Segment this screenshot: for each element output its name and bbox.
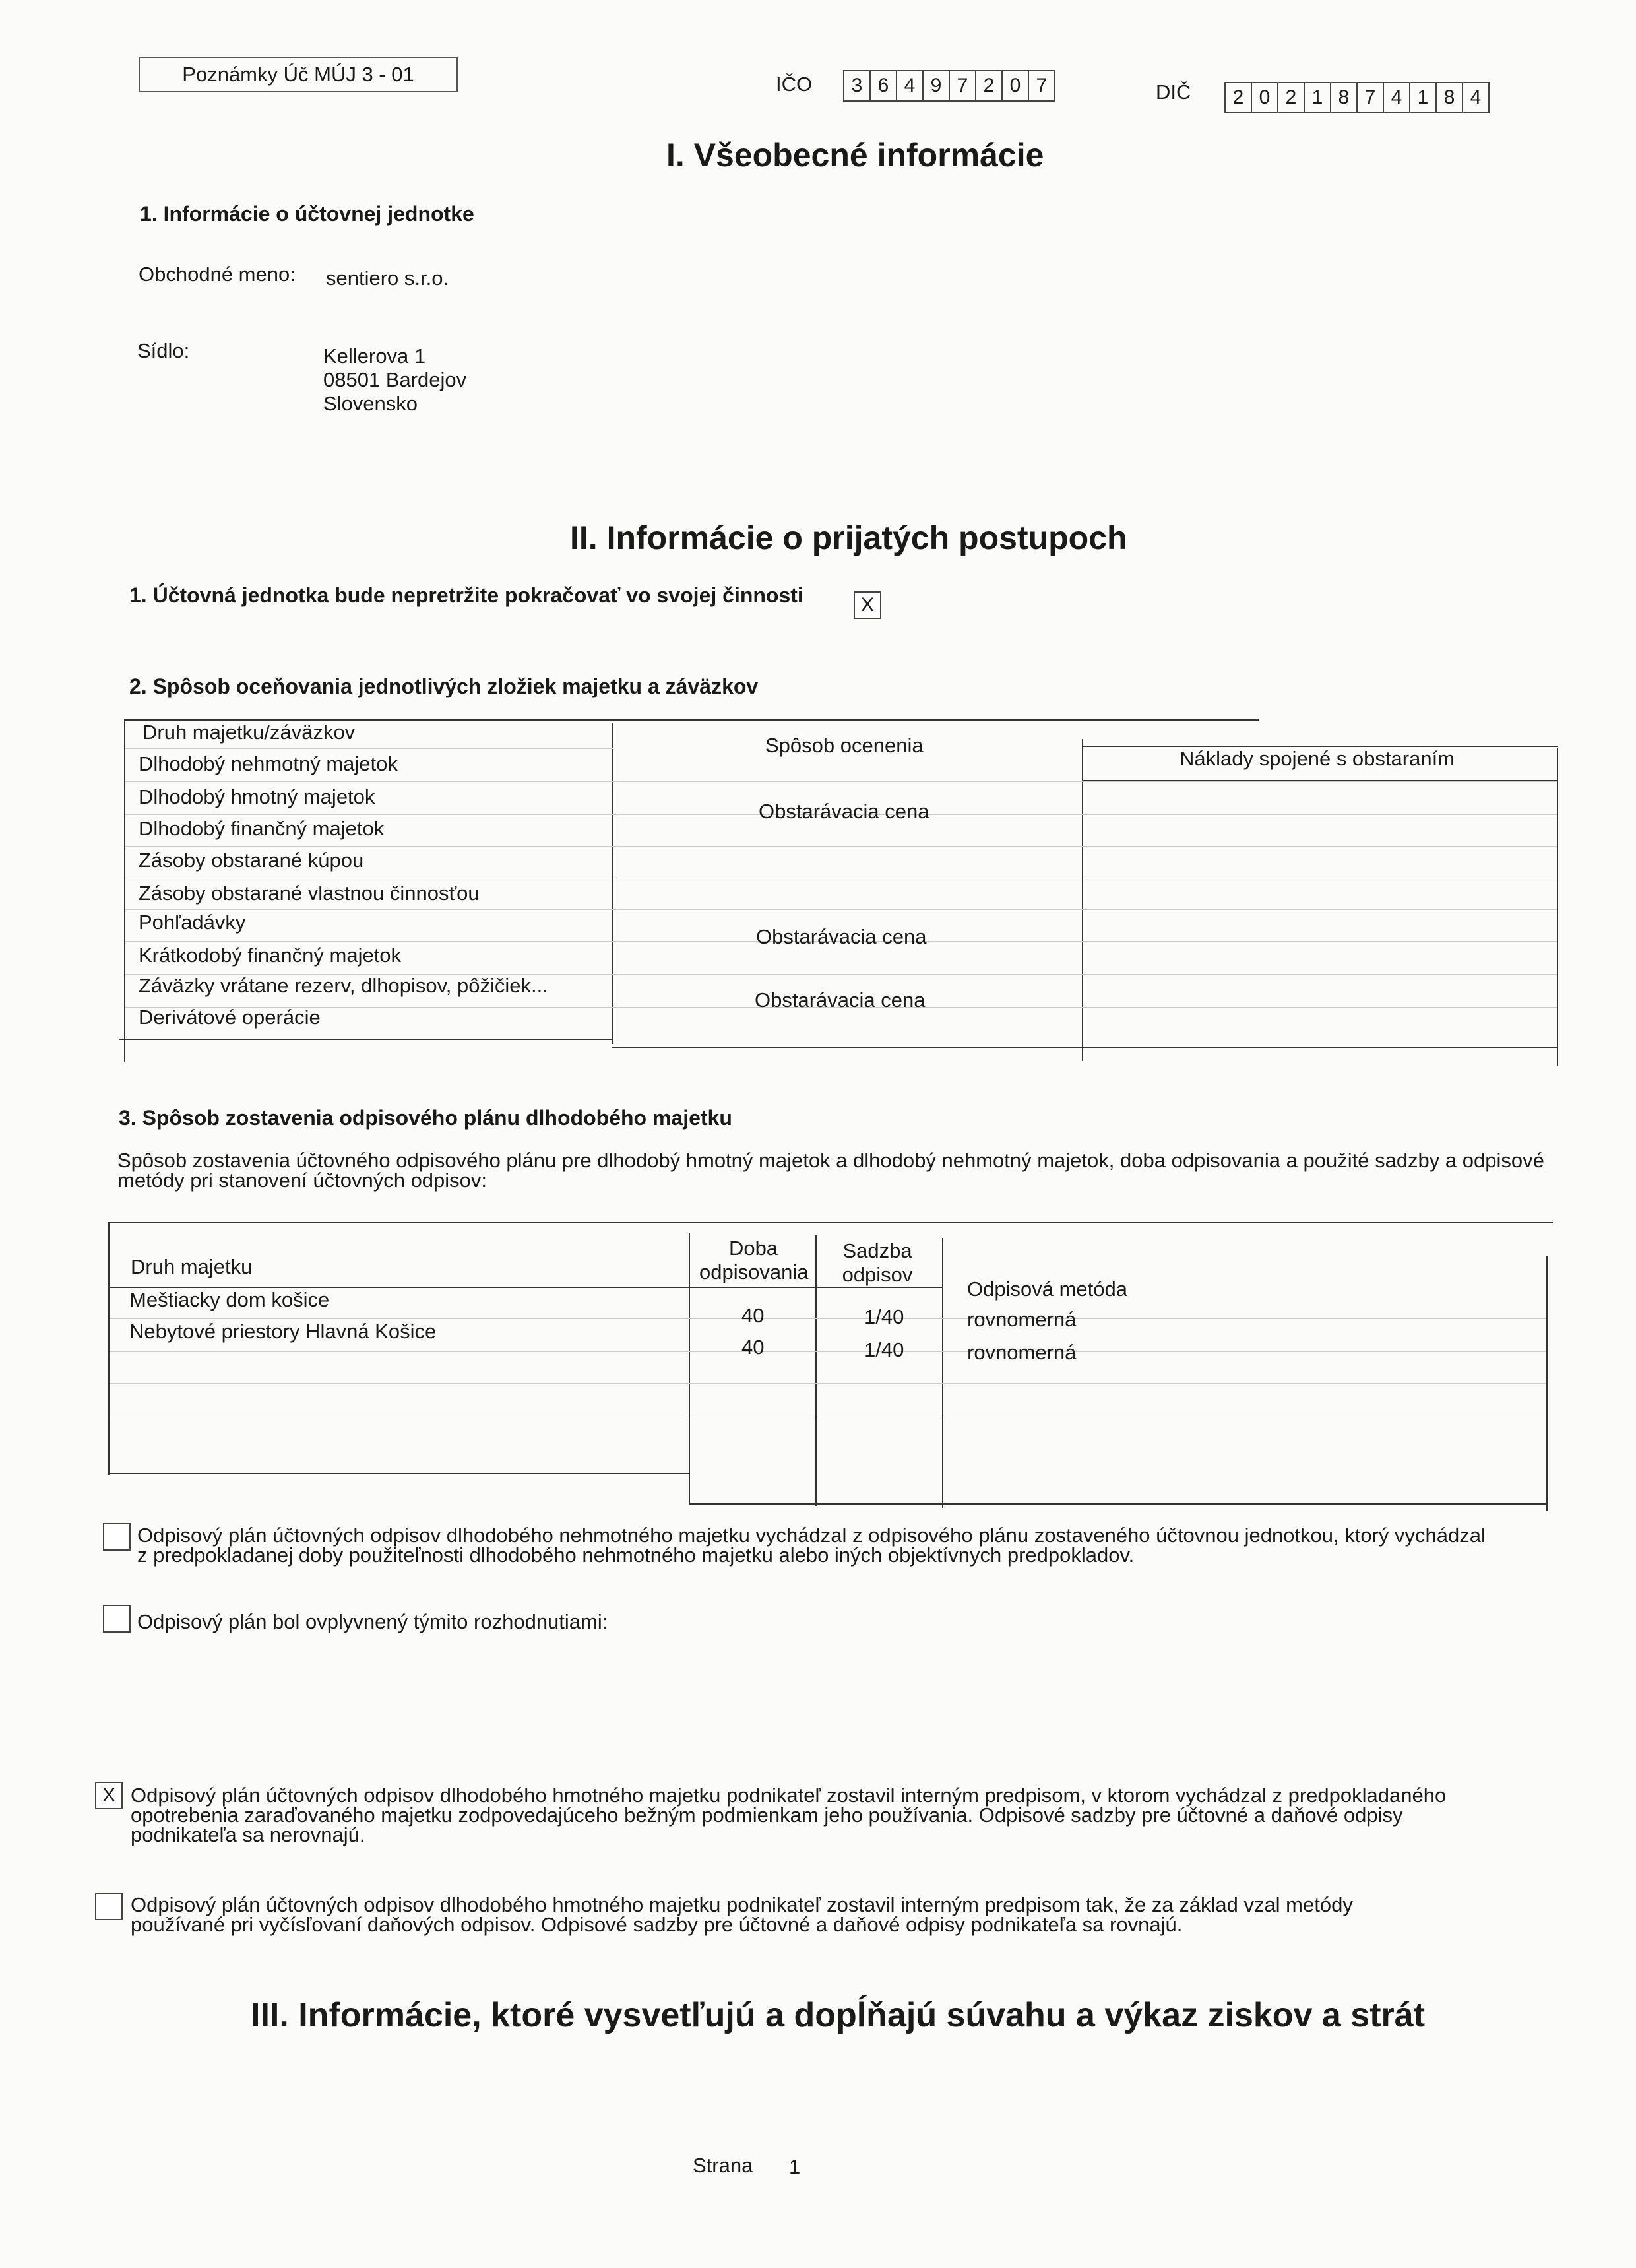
dic-digit: 1 xyxy=(1409,82,1435,113)
dic-digit: 2 xyxy=(1277,82,1304,113)
seat-label: Sídlo: xyxy=(137,339,190,362)
valuation-header-costs: Náklady spojené s obstaraním xyxy=(1180,747,1455,770)
section-1-subtitle: 1. Informácie o účtovnej jednotke xyxy=(140,202,474,226)
ico-digit: 7 xyxy=(1028,70,1055,102)
dic-digit: 7 xyxy=(1356,82,1383,113)
valuation-row-label: Pohľadávky xyxy=(139,911,246,934)
valuation-row-label: Krátkodobý finančný majetok xyxy=(139,944,402,967)
tangible-internal-text: Odpisový plán účtovných odpisov dlhodobého hmotného majetku podnikateľ zostavil interným predpisom, v ktorom vychádzal z predpokladaného opotrebenia zaraďovaného majetku zodpovedajúceho bežným podmienkam jeho používania. Odpisové sadzby pre účtovné a daňové odpisy podnikateľa sa nerovnajú. xyxy=(131,1784,1447,1846)
dic-label: DIČ xyxy=(1156,81,1191,104)
seat-address xyxy=(323,344,466,416)
valuation-row-label: Dlhodobý nehmotný majetok xyxy=(139,752,398,775)
ico-digit: 0 xyxy=(1001,70,1028,102)
valuation-row-label: Dlhodobý hmotný majetok xyxy=(139,785,375,808)
depreciation-description: Spôsob zostavenia účtovného odpisového plánu pre dlhodobý hmotný majetok a dlhodobý nehmotný majetok, doba odpisovania a použité sadzby a odpisové metódy pri stanovení účtovných odpisov: xyxy=(117,1149,1544,1192)
tangible-tax-checkbox[interactable] xyxy=(95,1893,123,1920)
company-name-value: sentiero s.r.o. xyxy=(326,267,449,290)
depreciation-method: rovnomerná xyxy=(967,1308,1077,1331)
company-name-label: Obchodné meno: xyxy=(139,263,296,286)
ico-boxes xyxy=(843,70,1055,102)
valuation-title: 2. Spôsob oceňovania jednotlivých zložiek majetku a záväzkov xyxy=(129,674,759,698)
intangible-plan-checkbox[interactable] xyxy=(103,1523,131,1551)
depreciation-period: 40 xyxy=(741,1304,765,1327)
valuation-method: Obstarávacia cena xyxy=(759,800,929,823)
tangible-internal-checkbox[interactable]: X xyxy=(95,1782,123,1809)
valuation-row-label: Derivátové operácie xyxy=(139,1006,321,1029)
ico-digit: 9 xyxy=(922,70,949,102)
dic-boxes xyxy=(1224,82,1490,113)
dic-digit: 0 xyxy=(1251,82,1277,113)
ico-label: IČO xyxy=(776,73,813,96)
valuation-method: Obstarávacia cena xyxy=(756,925,927,948)
dic-digit: 4 xyxy=(1462,82,1490,113)
going-concern-checkbox[interactable]: X xyxy=(854,591,881,619)
seat-line: 08501 Bardejov xyxy=(323,368,467,391)
going-concern-text: 1. Účtovná jednotka bude nepretržite pokračovať vo svojej činnosti xyxy=(129,583,803,607)
form-label-box xyxy=(139,57,458,92)
depreciation-table xyxy=(106,1222,1554,1512)
valuation-header-type: Druh majetku/záväzkov xyxy=(142,721,356,744)
depreciation-method: rovnomerná xyxy=(967,1341,1077,1364)
section-3-title: III. Informácie, ktoré vysvetľujú a dopĺňajú súvahu a výkaz ziskov a strát xyxy=(251,1996,1426,2034)
form-label: Poznámky Úč MÚJ 3 - 01 xyxy=(182,63,414,86)
valuation-row-label: Zásoby obstarané kúpou xyxy=(139,849,364,872)
ico-digit: 3 xyxy=(843,70,869,102)
dic-digit: 2 xyxy=(1224,82,1251,113)
depreciation-asset: Nebytové priestory Hlavná Košice xyxy=(129,1320,437,1343)
valuation-row-label: Zásoby obstarané vlastnou činnosťou xyxy=(139,882,480,905)
ico-digit: 6 xyxy=(869,70,896,102)
depreciation-header-asset: Druh majetku xyxy=(131,1255,253,1278)
dic-digit: 8 xyxy=(1435,82,1462,113)
valuation-method: Obstarávacia cena xyxy=(755,988,926,1012)
valuation-header-method: Spôsob ocenenia xyxy=(765,734,924,757)
page-number: 1 xyxy=(789,2155,801,2178)
depreciation-header-rate: Sadzba odpisov xyxy=(842,1239,913,1286)
section-2-title: II. Informácie o prijatých postupoch xyxy=(570,519,1127,556)
dic-digit: 8 xyxy=(1330,82,1356,113)
depreciation-rate: 1/40 xyxy=(864,1305,904,1328)
depreciation-header-method: Odpisová metóda xyxy=(967,1278,1127,1301)
depreciation-header-period: Doba odpisovania xyxy=(699,1237,809,1283)
ico-digit: 2 xyxy=(975,70,1001,102)
intangible-plan-text: Odpisový plán účtovných odpisov dlhodobého nehmotného majetku vychádzal z odpisového plánu zostaveného účtovnou jednotkou, ktorý vychádzal z predpokladanej doby použiteľnosti dlhodobého nehmotného majetku alebo iných objektívnych predpokladov. xyxy=(137,1524,1486,1567)
valuation-table xyxy=(119,719,1561,1066)
ico-digit: 7 xyxy=(949,70,975,102)
ico-digit: 4 xyxy=(896,70,922,102)
depreciation-period: 40 xyxy=(741,1336,765,1359)
dic-digit: 4 xyxy=(1383,82,1409,113)
page-label: Strana xyxy=(693,2154,753,2177)
valuation-row-label: Záväzky vrátane rezerv, dlhopisov, pôžičiek... xyxy=(139,974,548,997)
decisions-checkbox[interactable] xyxy=(103,1605,131,1633)
dic-digit: 1 xyxy=(1304,82,1330,113)
depreciation-title: 3. Spôsob zostavenia odpisového plánu dlhodobého majetku xyxy=(119,1106,732,1130)
seat-line: Slovensko xyxy=(323,392,418,415)
tangible-tax-text: Odpisový plán účtovných odpisov dlhodobého hmotného majetku podnikateľ zostavil interným predpisom tak, že za základ vzal metódy používané pri vyčísľovaní daňových odpisov. Odpisové sadzby pre účtovné a daňové odpisy podnikateľa sa rovnajú. xyxy=(131,1893,1353,1936)
decisions-text: Odpisový plán bol ovplyvnený týmito rozhodnutiami: xyxy=(137,1610,608,1633)
depreciation-asset: Meštiacky dom košice xyxy=(129,1288,330,1311)
seat-line: Kellerova 1 xyxy=(323,344,426,368)
depreciation-rate: 1/40 xyxy=(864,1338,904,1361)
valuation-row-label: Dlhodobý finančný majetok xyxy=(139,817,385,840)
section-1-title: I. Všeobecné informácie xyxy=(666,137,1044,174)
